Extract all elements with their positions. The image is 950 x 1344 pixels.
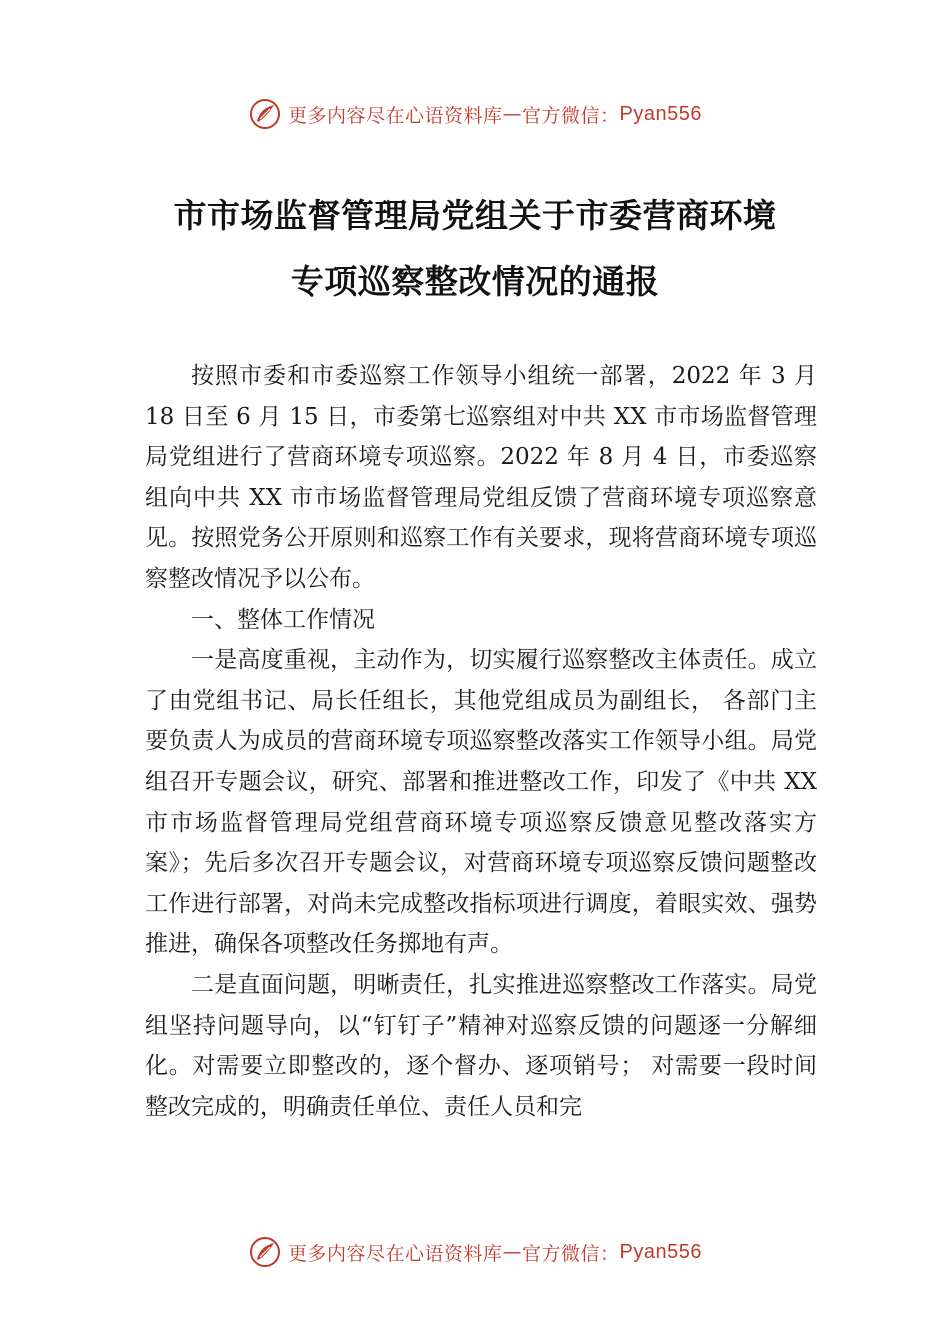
watermark-wechat-id: Pyan556 [619,1240,702,1263]
document-body [145,356,817,1127]
paragraph-point-2: 二是直面问题，明晰责任，扎实推进巡察整改工作落实。局党组坚持问题导向，以“钉钉子”精神对巡察反馈的问题逐一分解细化。对需要立即整改的，逐个督办、逐项销号； 对需要一段时间整改完成的，明确责任单位、责任人员和完 [145,971,817,1120]
brand-logo-icon [248,1235,282,1269]
section-heading: 一、整体工作情况 [191,606,375,633]
watermark-wechat-id: Pyan556 [619,102,702,125]
watermark-brand: 更多内容尽在心语资料库 [288,104,503,127]
paragraph-point-1: 一是高度重视，主动作为，切实履行巡察整改主体责任。成立了由党组书记、局长任组长，其他党组成员为副组长， 各部门主要负责人为成员的营商环境专项巡察整改落实工作领导小组。局党组召开专题会议，研究、部署和推进整改工作，印发了《中共 XX 市市场监督管理局党组营商环境专项巡察反馈意见整改落实方案》；先后多次召开专题会议，对营商环境专项巡察反馈问题整改工作进行部署，对尚未完成整改指标项进行调度，着眼实效、强势推进，确保各项整改任务掷地有声。 [145,647,817,958]
page-title-line-2: 专项巡察整改情况的通报 [290,262,660,301]
watermark-banner-top [0,94,950,134]
watermark-wechat-label: 官方微信： [522,104,620,127]
watermark-separator: — [502,103,523,125]
watermark-banner-bottom [0,1232,950,1272]
brand-logo-icon [248,97,282,131]
watermark-brand: 更多内容尽在心语资料库 [288,1242,503,1265]
page-title-line-1: 市市场监督管理局党组关于市委营商环境 [173,196,777,235]
watermark-separator: — [502,1241,523,1263]
paragraph-intro: 按照市委和市委巡察工作领导小组统一部署，2022 年 3 月 18 日至 6 月 15 日，市委第七巡察组对中共 XX 市市场监督管理局党组进行了营商环境专项巡察。2022 年 8 月 4 日，市委巡察组向中共 XX 市市场监督管理局党组反馈了营商环境专项巡察意见。按照党务公开原则和巡察工作有关要求，现将营商环境专项巡察整改情况予以公布。 [145,363,817,592]
watermark-wechat-label: 官方微信： [522,1242,620,1265]
